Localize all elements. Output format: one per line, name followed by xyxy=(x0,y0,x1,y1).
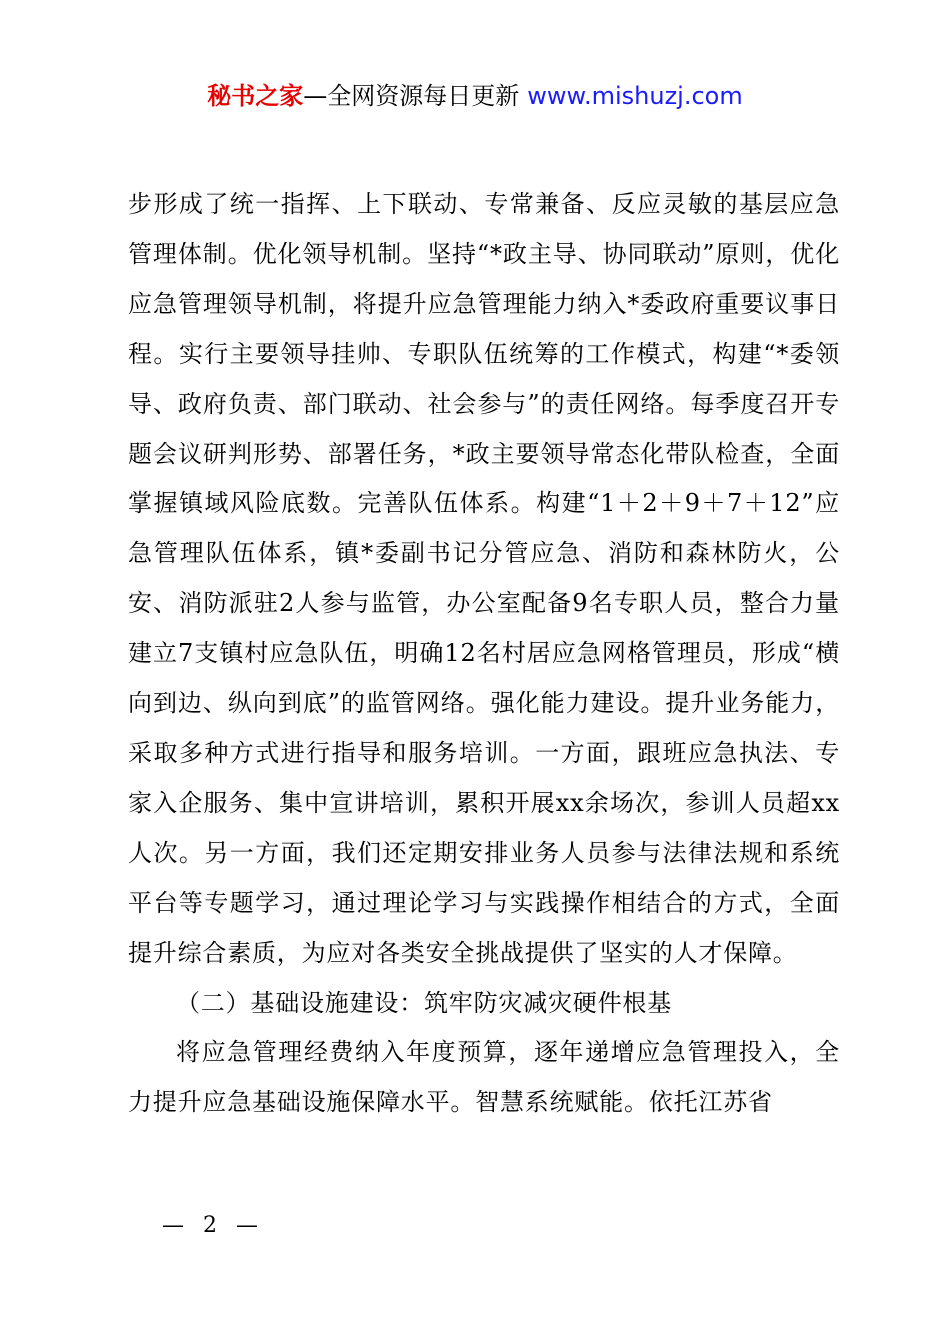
site-brand: 秘书之家 xyxy=(207,82,304,110)
page-number: — 2 — xyxy=(162,1213,264,1238)
site-url-link[interactable]: www.mishuzj.com xyxy=(527,82,743,110)
header-dash: — xyxy=(303,82,328,110)
body-paragraph-1: 步形成了统一指挥、上下联动、专常兼备、反应灵敏的基层应急管理体制。优化领导机制。坚持“*政主导、协同联动”原则，优化应急管理领导机制，将提升应急管理能力纳入*委政府重要议事日程。实行主要领导挂帅、专职队伍统筹的工作模式，构建“*委领导、政府负责、部门联动、社会参与”的责任网络。每季度召开专题会议研判形势、部署任务，*政主要领导常态化带队检查，全面掌握镇域风险底数。完善队伍体系。构建“1＋2＋9＋7＋12”应急管理队伍体系，镇*委副书记分管应急、消防和森林防火，公安、消防派驻2人参与监管，办公室配备9名专职人员，整合力量建立7支镇村应急队伍，明确12名村居应急网格管理员，形成“横向到边、纵向到底”的监管网络。强化能力建设。提升业务能力，采取多种方式进行指导和服务培训。一方面，跟班应急执法、专家入企服务、集中宣讲培训，累积开展xx余场次，参训人员超xx人次。另一方面，我们还定期安排业务人员参与法律法规和系统平台等专题学习，通过理论学习与实践操作相结合的方式，全面提升综合素质，为应对各类安全挑战提供了坚实的人才保障。 xyxy=(128,190,840,967)
site-tagline: 全网资源每日更新 xyxy=(327,82,520,110)
document-body xyxy=(128,180,840,1128)
site-header xyxy=(0,78,950,114)
section-subheading: （二）基础设施建设：筑牢防灾减灾硬件根基 xyxy=(176,988,672,1017)
body-paragraph-2: 将应急管理经费纳入年度预算，逐年递增应急管理投入，全力提升应急基础设施保障水平。智慧系统赋能。依托江苏省 xyxy=(128,1038,840,1117)
